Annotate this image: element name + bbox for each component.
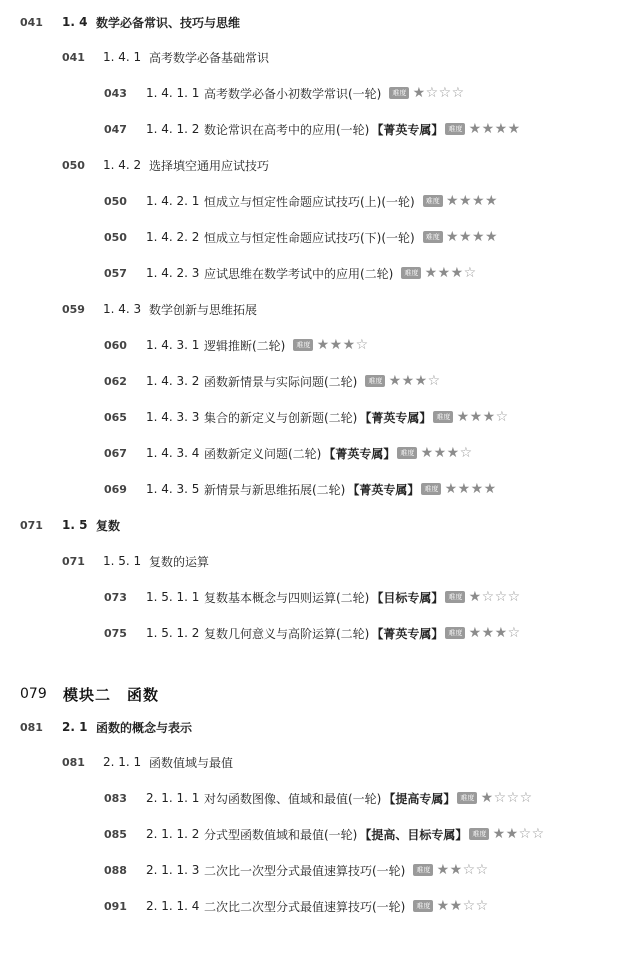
difficulty-rating [446,230,498,244]
toc-entry[interactable] [0,119,636,139]
exclusive-tag: 【菁英专属】 [347,482,420,497]
star-filled-icon: ★ [481,121,495,137]
star-outline-icon: ☆ [427,373,441,389]
star-filled-icon: ★ [481,625,495,641]
section-number: 2. 1 [62,720,88,734]
module-heading[interactable] [0,681,636,707]
section-number: 1. 4. 2. 1 [146,194,200,208]
difficulty-badge: 难度 [433,411,453,423]
section-title [63,684,159,705]
section-title [204,409,508,426]
section-title [149,754,233,771]
section-title [149,49,269,66]
page-number: 050 [104,194,127,208]
star-filled-icon: ★ [456,409,470,425]
difficulty-rating [316,338,368,352]
section-number: 1. 4. 3. 1 [146,338,200,352]
star-filled-icon: ★ [433,445,447,461]
page-number: 071 [20,518,43,532]
section-title [149,157,269,174]
title-text: 二次比二次型分式最值速算技巧(一轮) [204,899,406,914]
toc-entry[interactable] [0,407,636,427]
section-title [96,14,240,31]
page-number: 071 [62,554,85,568]
difficulty-rating [444,482,496,496]
title-text: 数论常识在高考中的应用(一轮) [204,122,370,137]
star-filled-icon: ★ [458,229,472,245]
star-outline-icon: ☆ [518,826,532,842]
toc-entry[interactable] [0,896,636,916]
title-text: 选择填空通用应试技巧 [149,158,270,173]
section-title [149,301,257,318]
page-number: 043 [104,86,127,100]
star-outline-icon: ☆ [481,589,495,605]
section-title [204,625,520,642]
star-filled-icon: ★ [342,337,356,353]
star-outline-icon: ☆ [451,85,465,101]
section-title [204,826,544,843]
star-filled-icon: ★ [329,337,343,353]
difficulty-badge: 难度 [397,447,417,459]
star-filled-icon: ★ [471,193,485,209]
title-text: 模块二 函数 [63,685,160,704]
section-title [204,337,368,354]
page-number: 081 [62,755,85,769]
page-number: 081 [20,720,43,734]
exclusive-tag: 【菁英专属】 [323,446,396,461]
star-filled-icon: ★ [492,826,506,842]
star-filled-icon: ★ [316,337,330,353]
toc-entry[interactable] [0,443,636,463]
star-outline-icon: ☆ [507,589,521,605]
star-filled-icon: ★ [449,898,463,914]
page-number: 088 [104,863,127,877]
section-number: 1. 5 [62,518,88,532]
difficulty-rating [468,626,520,640]
section-number: 2. 1. 1. 1 [146,791,200,805]
star-filled-icon: ★ [424,265,438,281]
star-outline-icon: ☆ [459,445,473,461]
star-outline-icon: ☆ [438,85,452,101]
page-number: 085 [104,827,127,841]
star-filled-icon: ★ [468,589,482,605]
star-filled-icon: ★ [414,373,428,389]
section-number: 1. 4. 2. 3 [146,266,200,280]
difficulty-badge: 难度 [365,375,385,387]
section-title [204,373,440,390]
difficulty-badge: 难度 [445,627,465,639]
section-title [149,553,209,570]
toc-entry[interactable] [0,752,636,772]
star-outline-icon: ☆ [462,898,476,914]
difficulty-badge: 难度 [469,828,489,840]
exclusive-tag: 【菁英专属】 [371,122,444,137]
star-filled-icon: ★ [480,790,494,806]
star-filled-icon: ★ [471,229,485,245]
star-outline-icon: ☆ [493,790,507,806]
difficulty-rating [492,827,544,841]
toc-entry[interactable] [0,623,636,643]
star-outline-icon: ☆ [494,589,508,605]
star-filled-icon: ★ [446,445,460,461]
toc-entry[interactable] [0,824,636,844]
toc-entry[interactable] [0,788,636,808]
section-title [204,229,498,246]
star-filled-icon: ★ [494,121,508,137]
difficulty-rating [446,194,498,208]
section-number: 1. 4. 2. 2 [146,230,200,244]
section-number: 1. 5. 1. 2 [146,626,200,640]
star-filled-icon: ★ [444,481,458,497]
title-text: 复数的运算 [149,554,210,569]
toc-entry[interactable] [0,860,636,880]
difficulty-badge: 难度 [401,267,421,279]
section-title [204,265,476,282]
page-number: 050 [104,230,127,244]
page-number: 079 [20,686,47,702]
star-outline-icon: ☆ [495,409,509,425]
star-outline-icon: ☆ [531,826,545,842]
section-number: 1. 4. 1 [103,50,142,64]
star-outline-icon: ☆ [425,85,439,101]
page-number: 091 [104,899,127,913]
difficulty-rating [420,446,472,460]
exclusive-tag: 【目标专属】 [371,590,444,605]
section-title [204,85,464,102]
star-filled-icon: ★ [437,265,451,281]
difficulty-badge: 难度 [445,591,465,603]
section-number: 1. 5. 1. 1 [146,590,200,604]
title-text: 数学创新与思维拓展 [149,302,258,317]
toc-entry[interactable] [0,155,636,175]
difficulty-rating [480,791,532,805]
section-title [204,193,498,210]
page-number: 050 [62,158,85,172]
section-title [204,481,496,498]
difficulty-badge: 难度 [389,87,409,99]
toc-entry[interactable] [0,717,636,737]
star-filled-icon: ★ [469,409,483,425]
toc-entry[interactable] [0,227,636,247]
star-filled-icon: ★ [450,265,464,281]
page-number: 065 [104,410,127,424]
title-text: 对勾函数图像、值域和最值(一轮) [204,791,382,806]
toc-entry[interactable] [0,263,636,283]
difficulty-rating [412,86,464,100]
title-text: 函数新情景与实际问题(二轮) [204,374,358,389]
title-text: 恒成立与恒定性命题应试技巧(下)(一轮) [204,230,415,245]
star-filled-icon: ★ [420,445,434,461]
section-number: 1. 4. 3 [103,302,142,316]
section-title [204,121,520,138]
star-filled-icon: ★ [484,193,498,209]
toc-entry[interactable] [0,191,636,211]
star-filled-icon: ★ [468,121,482,137]
difficulty-badge: 难度 [293,339,313,351]
page-number: 067 [104,446,127,460]
difficulty-badge: 难度 [423,195,443,207]
toc-entry[interactable] [0,371,636,391]
section-title [204,589,520,606]
star-outline-icon: ☆ [506,790,520,806]
star-outline-icon: ☆ [507,625,521,641]
page-number: 041 [20,15,43,29]
difficulty-rating [388,374,440,388]
section-number: 2. 1. 1 [103,755,142,769]
title-text: 函数值域与最值 [149,755,234,770]
title-text: 新情景与新思维拓展(二轮) [204,482,346,497]
exclusive-tag: 【菁英专属】 [371,626,444,641]
star-filled-icon: ★ [505,826,519,842]
star-filled-icon: ★ [436,898,450,914]
star-filled-icon: ★ [445,193,459,209]
page-number: 041 [62,50,85,64]
section-number: 1. 4 [62,15,88,29]
star-filled-icon: ★ [494,625,508,641]
page-number: 060 [104,338,127,352]
title-text: 复数基本概念与四则运算(二轮) [204,590,370,605]
difficulty-rating [424,266,476,280]
section-title [204,898,488,915]
exclusive-tag: 【菁英专属】 [359,410,432,425]
page-number: 073 [104,590,127,604]
difficulty-rating [436,863,488,877]
section-title [96,517,120,534]
title-text: 高考数学必备小初数学常识(一轮) [204,86,382,101]
title-text: 分式型函数值域和最值(一轮) [204,827,358,842]
title-text: 函数的概念与表示 [96,720,193,735]
section-number: 1. 4. 3. 2 [146,374,200,388]
difficulty-badge: 难度 [445,123,465,135]
section-number: 1. 4. 1. 1 [146,86,200,100]
section-number: 1. 4. 1. 2 [146,122,200,136]
difficulty-rating [456,410,508,424]
difficulty-rating [468,590,520,604]
star-filled-icon: ★ [401,373,415,389]
section-number: 2. 1. 1. 3 [146,863,200,877]
section-number: 1. 4. 3. 4 [146,446,200,460]
section-title [204,445,472,462]
star-filled-icon: ★ [482,409,496,425]
section-title [204,862,488,879]
page-number: 069 [104,482,127,496]
title-text: 高考数学必备基础常识 [149,50,270,65]
difficulty-rating [436,899,488,913]
difficulty-badge: 难度 [413,900,433,912]
difficulty-badge: 难度 [413,864,433,876]
exclusive-tag: 【提高、目标专属】 [359,827,468,842]
star-filled-icon: ★ [484,229,498,245]
difficulty-rating [468,122,520,136]
star-filled-icon: ★ [468,625,482,641]
toc-entry[interactable] [0,335,636,355]
title-text: 数学必备常识、技巧与思维 [96,15,241,30]
title-text: 复数 [96,518,121,533]
page-number: 059 [62,302,85,316]
title-text: 二次比一次型分式最值速算技巧(一轮) [204,863,406,878]
star-filled-icon: ★ [449,862,463,878]
star-filled-icon: ★ [470,481,484,497]
star-filled-icon: ★ [507,121,521,137]
title-text: 集合的新定义与创新题(二轮) [204,410,358,425]
difficulty-badge: 难度 [421,483,441,495]
toc-entry[interactable] [0,299,636,319]
toc-entry[interactable] [0,83,636,103]
toc-entry[interactable] [0,515,636,535]
section-number: 1. 4. 3. 3 [146,410,200,424]
toc-entry[interactable] [0,12,636,32]
star-filled-icon: ★ [458,193,472,209]
section-number: 1. 4. 2 [103,158,142,172]
title-text: 复数几何意义与高阶运算(二轮) [204,626,370,641]
section-number: 1. 5. 1 [103,554,142,568]
section-number: 2. 1. 1. 4 [146,899,200,913]
star-outline-icon: ☆ [475,862,489,878]
section-number: 1. 4. 3. 5 [146,482,200,496]
star-filled-icon: ★ [436,862,450,878]
exclusive-tag: 【提高专属】 [383,791,456,806]
page-number: 057 [104,266,127,280]
toc-entry[interactable] [0,479,636,499]
toc-entry[interactable] [0,551,636,571]
section-number: 2. 1. 1. 2 [146,827,200,841]
page-number: 047 [104,122,127,136]
star-filled-icon: ★ [483,481,497,497]
page-number: 083 [104,791,127,805]
star-outline-icon: ☆ [519,790,533,806]
star-filled-icon: ★ [388,373,402,389]
section-title [204,790,532,807]
page-number: 075 [104,626,127,640]
star-outline-icon: ☆ [355,337,369,353]
title-text: 函数新定义问题(二轮) [204,446,322,461]
star-filled-icon: ★ [445,229,459,245]
star-filled-icon: ★ [412,85,426,101]
star-outline-icon: ☆ [475,898,489,914]
title-text: 逻辑推断(二轮) [204,338,286,353]
page-number: 062 [104,374,127,388]
toc-entry[interactable] [0,587,636,607]
title-text: 应试思维在数学考试中的应用(二轮) [204,266,394,281]
section-title [96,719,192,736]
title-text: 恒成立与恒定性命题应试技巧(上)(一轮) [204,194,415,209]
star-filled-icon: ★ [457,481,471,497]
star-outline-icon: ☆ [463,265,477,281]
difficulty-badge: 难度 [457,792,477,804]
toc-entry[interactable] [0,47,636,67]
star-outline-icon: ☆ [462,862,476,878]
difficulty-badge: 难度 [423,231,443,243]
